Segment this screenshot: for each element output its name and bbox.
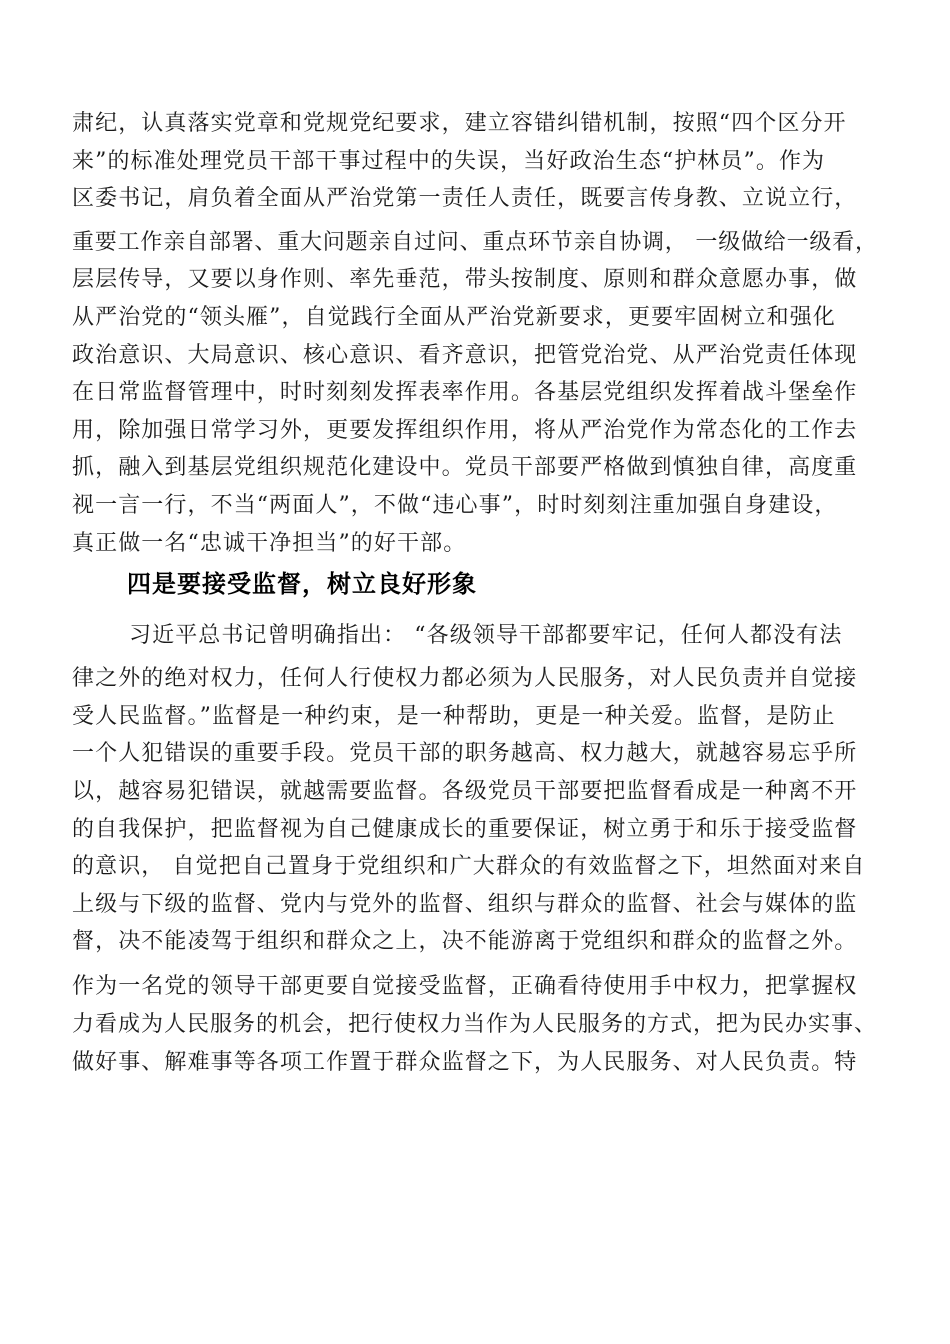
paragraph-line: 视一言一行，不当“两面人”，不做“违心事”，时时刻刻注重加强自身建设， [72, 493, 838, 518]
paragraph-line: 政治意识、大局意识、核心意识、看齐意识，把管党治党、从严治党责任体现 [72, 343, 858, 368]
paragraph-line: 受人民监督。”监督是一种约束，是一种帮助，更是一种关爱。监督，是防止 [72, 704, 836, 729]
paragraph-line: 层层传导，又要以身作则、率先垂范，带头按制度、原则和群众意愿办事，做 [72, 267, 858, 292]
paragraph-line: 习近平总书记曾明确指出： “各级领导干部都要牢记，任何人都没有法 [129, 623, 843, 648]
paragraph-line: 作为一名党的领导干部更要自觉接受监督，正确看待使用手中权力，把掌握权 [72, 974, 858, 999]
paragraph-line: 肃纪，认真落实党章和党规党纪要求，建立容错纠错机制，按照“四个区分开 [72, 111, 847, 136]
section-heading: 四是要接受监督，树立良好形象 [127, 570, 477, 598]
paragraph-line: 抓，融入到基层党组织规范化建设中。党员干部要严格做到慎独自律，高度重 [72, 455, 858, 480]
paragraph-line: 区委书记，肩负着全面从严治党第一责任人责任，既要言传身教、立说立行， [72, 186, 858, 211]
paragraph-line: 的意识， 自觉把自己置身于党组织和广大群众的有效监督之下，坦然面对来自 [72, 854, 866, 879]
paragraph-line: 从严治党的“领头雁”，自觉践行全面从严治党新要求，更要牢固树立和强化 [72, 305, 836, 330]
paragraph-line: 重要工作亲自部署、重大问题亲自过问、重点环节亲自协调， 一级做给一级看， [72, 230, 878, 255]
paragraph-line: 律之外的绝对权力，任何人行使权力都必须为人民服务，对人民负责并自觉接 [72, 666, 858, 691]
paragraph-line: 来”的标准处理党员干部干事过程中的失误，当好政治生态“护林员”。作为 [72, 149, 826, 174]
paragraph-line: 一个人犯错误的重要手段。党员干部的职务越高、权力越大，就越容易忘乎所 [72, 741, 858, 766]
paragraph-line: 以，越容易犯错误，就越需要监督。各级党员干部要把监督看成是一种离不开 [72, 779, 858, 804]
paragraph-line: 力看成为人民服务的机会，把行使权力当作为人民服务的方式，把为民办实事、 [72, 1012, 878, 1037]
paragraph-line: 督，决不能凌驾于组织和群众之上，决不能游离于党组织和群众的监督之外。 [72, 929, 858, 954]
paragraph-line: 真正做一名“忠诚干净担当”的好干部。 [72, 531, 467, 556]
paragraph-line: 上级与下级的监督、党内与党外的监督、组织与群众的监督、社会与媒体的监 [72, 892, 858, 917]
paragraph-line: 做好事、解难事等各项工作置于群众监督之下，为人民服务、对人民负责。特 [72, 1050, 858, 1075]
paragraph-line: 的自我保护，把监督视为自己健康成长的重要保证，树立勇于和乐于接受监督 [72, 817, 858, 842]
paragraph-line: 在日常监督管理中，时时刻刻发挥表率作用。各基层党组织发挥着战斗堡垒作 [72, 380, 858, 405]
paragraph-line: 用，除加强日常学习外，更要发挥组织作用，将从严治党作为常态化的工作去 [72, 418, 858, 443]
